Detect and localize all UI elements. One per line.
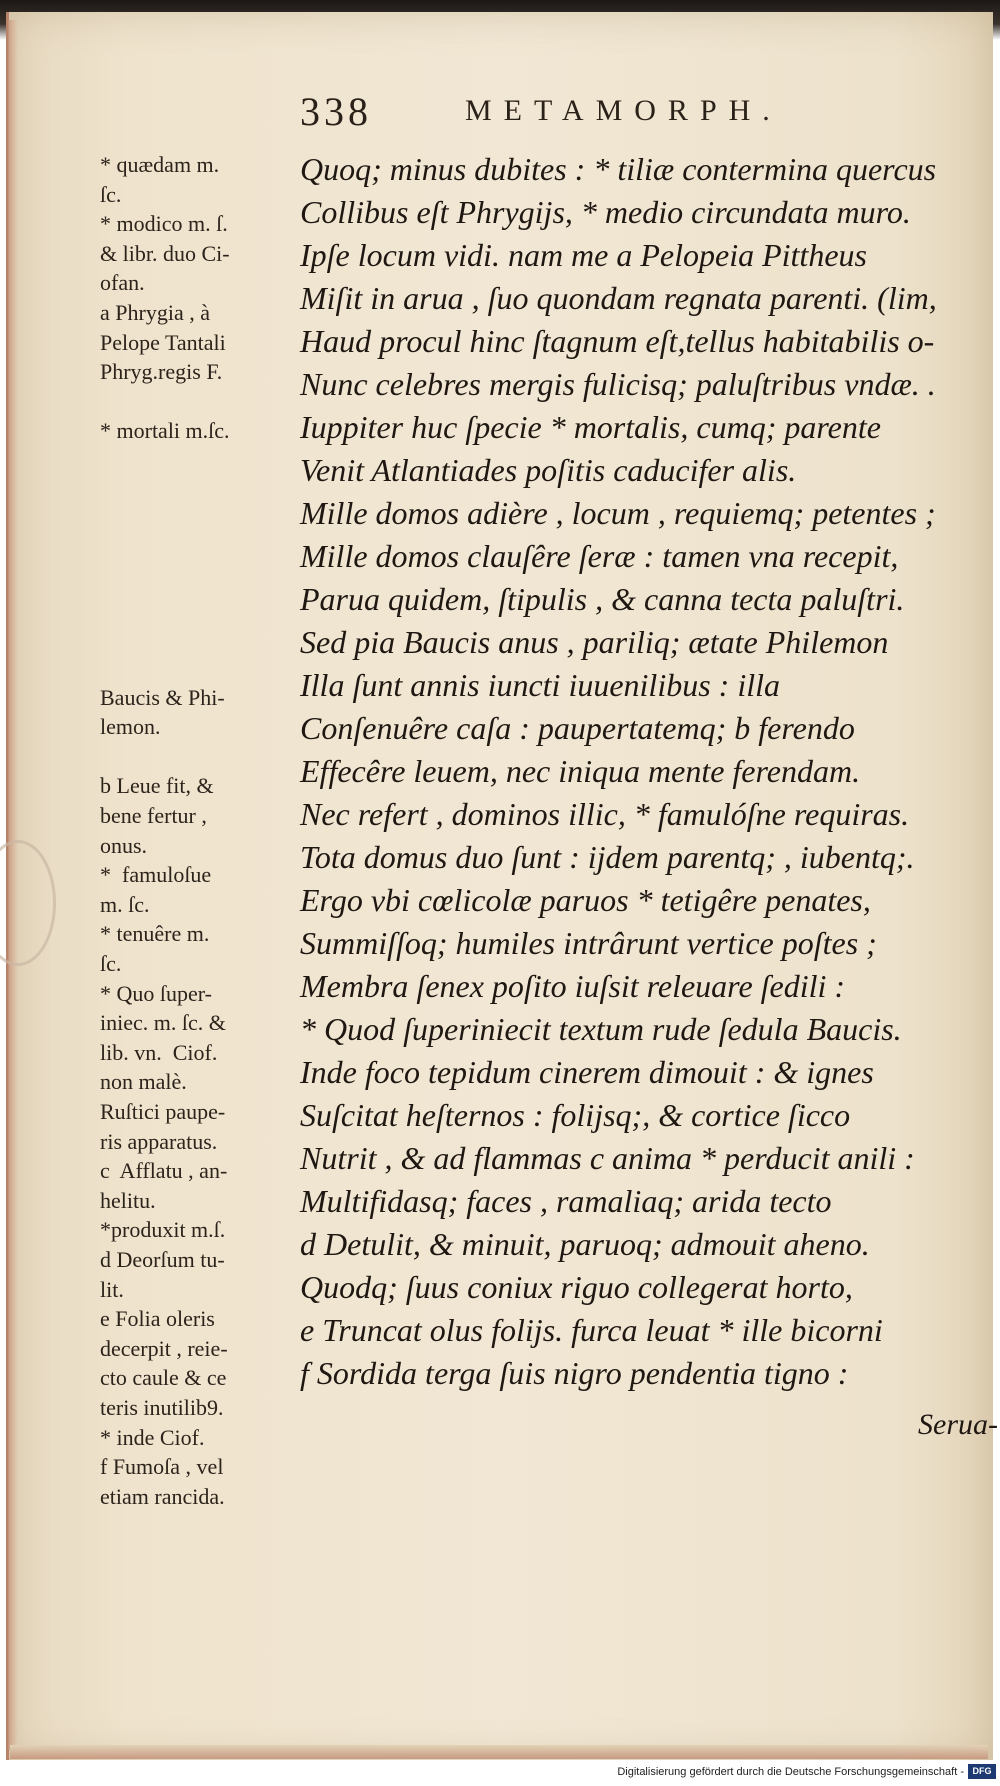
margin-note-line: m. ſc. (100, 891, 150, 917)
verse-line: Illa ſunt annis iuncti iuuenilibus : illa (300, 667, 780, 703)
verse-line: Venit Atlantiades poſitis caducifer alis. (300, 452, 797, 488)
margin-note-line: d Deorſum tu- (100, 1246, 225, 1272)
verse-line: d Detulit, & minuit, paruoq; admouit aheno. (300, 1226, 870, 1262)
catchword: Serua- (918, 1408, 998, 1441)
verse-line: Nunc celebres mergis fulicisq; paluſtribus vndæ. . (300, 366, 936, 402)
verse-line: Collibus eſt Phrygijs, * medio circundata muro. (300, 194, 911, 230)
margin-note-line: ſc. (100, 951, 122, 977)
margin-note-line (100, 594, 300, 624)
verse-line: Membra ſenex poſito iuſsit releuare ſedili : (300, 968, 846, 1004)
margin-note-line: * famuloſue (100, 862, 212, 888)
margin-note-line (100, 564, 300, 594)
margin-note-line: bene fertur , (100, 803, 207, 829)
verse-line: Nec refert , dominos illic, * famulóſne requiras. (300, 796, 910, 832)
margin-note-line: ofan. (100, 270, 145, 296)
dfg-logo-icon: DFG (968, 1764, 996, 1779)
verse-line: f Sordida terga ſuis nigro pendentia tigno : (300, 1355, 849, 1391)
margin-note-line: helitu. (100, 1187, 156, 1213)
verse-line: Nutrit , & ad flammas c anima * perducit anili : (300, 1140, 915, 1176)
verse-line: e Truncat olus folijs. furca leuat * ille bicorni (300, 1312, 883, 1348)
verse-line: Suſcitat heſternos : folijsq;, & cortice ſicco (300, 1097, 851, 1133)
margin-note-line: ris apparatus. (100, 1128, 218, 1154)
verse-line: Tota domus duo ſunt : ijdem parentq; , iubentq;. (300, 839, 915, 875)
margin-note-line (100, 624, 300, 654)
margin-note-line: a Phrygia , à (100, 299, 210, 325)
verse-line: Mille domos clauſêre ſeræ : tamen vna recepit, (300, 538, 899, 574)
margin-note-line: ſc. (100, 181, 122, 207)
verse-line: Parua quidem, ſtipulis , & canna tecta paluſtri. (300, 581, 905, 617)
margin-note-line: e Folia oleris (100, 1306, 215, 1332)
margin-note-line: Ruſtici paupe- (100, 1099, 226, 1124)
verse-line: Iuppiter huc ſpecie * mortalis, cumq; parente (300, 409, 881, 445)
margin-note-line (100, 742, 300, 772)
margin-note-line: * Quo ſuper- (100, 980, 212, 1006)
margin-note-line (100, 387, 300, 417)
margin-note-line: lit. (100, 1276, 124, 1302)
page-header (300, 88, 860, 132)
digitization-footer (0, 1760, 1000, 1786)
margin-note-line: * quædam m. (100, 152, 220, 177)
margin-note-line: Phryg.regis F. (100, 359, 223, 385)
margin-note-line: *produxit m.ſ. (100, 1217, 226, 1243)
verse-text (300, 148, 990, 1395)
verse-line: Quoq; minus dubites : * tiliæ contermina quercus (300, 151, 937, 187)
verse-line: Effecêre leuem, nec iniqua mente ferendam. (300, 753, 861, 789)
running-title: METAMORPH. (465, 94, 782, 127)
verse-line: Inde foco tepidum cinerem dimouit : & ignes (300, 1054, 874, 1090)
page-number: 338 (300, 89, 372, 134)
margin-note-line: decerpit , reie- (100, 1335, 228, 1361)
margin-note-line: f Fumoſa , vel (100, 1454, 224, 1480)
margin-note-line: c Afflatu , an- (100, 1158, 228, 1184)
verse-line: Summiſſoq; humiles intrârunt vertice poſtes ; (300, 925, 877, 961)
margin-note-line (100, 653, 300, 683)
verse-line: Ergo vbi cœlicolæ paruos * tetigêre penates, (300, 882, 871, 918)
verse-line: Multifidasq; faces , ramaliaq; arida tecto (300, 1183, 832, 1219)
margin-note-line: b Leue fit, & (100, 773, 214, 799)
margin-notes (100, 150, 300, 1511)
verse-line: Quodq; ſuus coniux riguo collegerat horto, (300, 1269, 853, 1305)
margin-note-line: etiam rancida. (100, 1483, 225, 1509)
verse-line: Ipſe locum vidi. nam me a Pelopeia Pittheus (300, 237, 867, 273)
margin-note-line: Baucis & Phi- (100, 684, 225, 710)
verse-line: Sed pia Baucis anus , pariliq; ætate Philemon (300, 624, 889, 660)
verse-line: Miſit in arua , ſuo quondam regnata parenti. (lim, (300, 280, 937, 316)
page-edge-bottom (10, 1745, 988, 1759)
verse-line: Conſenuêre caſa : paupertatemq; b ferendo (300, 710, 855, 746)
margin-note-line (100, 476, 300, 506)
margin-note-line: * inde Ciof. (100, 1424, 205, 1450)
margin-note-line: Pelope Tantali (100, 329, 226, 355)
margin-note-line: cto caule & ce (100, 1365, 227, 1391)
margin-note-line: iniec. m. ſc. & (100, 1010, 226, 1036)
margin-note-line: & libr. duo Ci- (100, 240, 230, 266)
margin-note-line: * mortali m.ſc. (100, 418, 230, 444)
margin-note-line: * tenuêre m. (100, 921, 210, 947)
verse-line: * Quod ſuperiniecit textum rude ſedula Baucis. (300, 1011, 902, 1047)
margin-note-line (100, 446, 300, 476)
margin-note-line: lemon. (100, 714, 161, 740)
margin-note-line: onus. (100, 832, 148, 858)
verse-line: Haud procul hinc ſtagnum eſt,tellus habitabilis o- (300, 323, 935, 359)
verse-line: Mille domos adière , locum , requiemq; petentes ; (300, 495, 936, 531)
margin-note-line (100, 505, 300, 535)
margin-note-line: * modico m. ſ. (100, 211, 228, 237)
margin-note-line: teris inutilib9. (100, 1394, 224, 1420)
margin-note-line: non malè. (100, 1069, 187, 1095)
funding-credit: Digitalisierung gefördert durch die Deutsche Forschungsgemeinschaft - (617, 1766, 964, 1778)
margin-note-line: lib. vn. Ciof. (100, 1039, 218, 1065)
margin-note-line (100, 535, 300, 565)
